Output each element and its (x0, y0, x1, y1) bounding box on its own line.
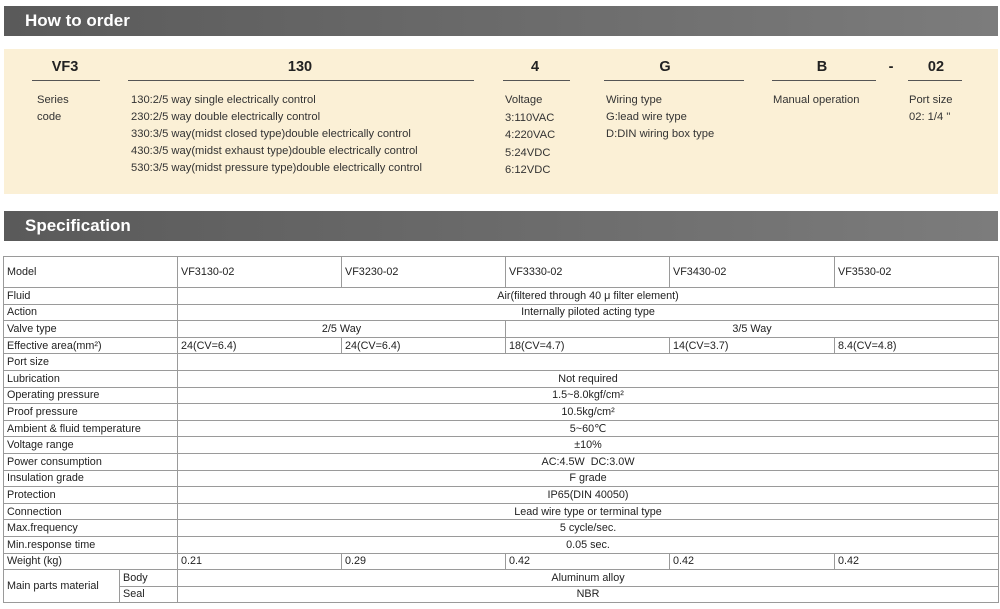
voltage-options (505, 92, 555, 180)
row-label: Port size (4, 354, 178, 371)
code-underline (908, 80, 962, 81)
list-item: 02: 1/4 " (909, 111, 951, 123)
table-row (4, 536, 999, 553)
sub-label: Body (120, 570, 178, 587)
row-label: Effective area(mm²) (4, 337, 178, 354)
row-value: 5~60℃ (178, 420, 999, 437)
list-item: 130:2/5 way single electrically control (131, 94, 316, 106)
table-row (4, 420, 999, 437)
row-value: 24(CV=6.4) (342, 337, 506, 354)
row-label: Main parts material (4, 570, 120, 603)
wiring-title: Wiring type (606, 94, 662, 106)
code-port: 02 (927, 59, 945, 75)
row-label: Insulation grade (4, 470, 178, 487)
row-value: Not required (178, 370, 999, 387)
code-series: VF3 (51, 59, 79, 75)
code-underline (604, 80, 744, 81)
row-label: Min.response time (4, 536, 178, 553)
table-row (4, 387, 999, 404)
list-item: 230:2/5 way double electrically control (131, 111, 321, 123)
row-value: 0.42 (506, 553, 670, 570)
specification-header: Specification (4, 211, 998, 241)
code-dash: - (888, 59, 894, 75)
row-value: 3/5 Way (506, 321, 999, 338)
row-value: 2/5 Way (178, 321, 506, 338)
row-value: 5 cycle/sec. (178, 520, 999, 537)
row-label: Protection (4, 487, 178, 504)
row-label: Ambient & fluid temperature (4, 420, 178, 437)
list-item: 5:24VDC (505, 146, 551, 159)
row-value: 1.5~8.0kgf/cm² (178, 387, 999, 404)
row-value: 24(CV=6.4) (178, 337, 342, 354)
model-cell: VF3330-02 (506, 257, 670, 288)
row-label: Action (4, 304, 178, 321)
model-label: Model (4, 257, 178, 288)
table-row (4, 520, 999, 537)
row-value: 14(CV=3.7) (670, 337, 835, 354)
row-value: 18(CV=4.7) (506, 337, 670, 354)
row-label: Operating pressure (4, 387, 178, 404)
manual-operation-label: Manual operation (773, 94, 860, 106)
code-underline (772, 80, 876, 81)
table-row (4, 288, 999, 305)
list-item: D:DIN wiring box type (606, 128, 715, 140)
table-row (4, 453, 999, 470)
row-label: Fluid (4, 288, 178, 305)
code-wiring: G (659, 59, 671, 75)
row-value: AC:4.5W DC:3.0W (178, 453, 999, 470)
row-value: ±10% (178, 437, 999, 454)
row-value: IP65(DIN 40050) (178, 487, 999, 504)
row-value (178, 354, 999, 371)
table-row (4, 586, 999, 603)
table-row (4, 370, 999, 387)
series-code-label: Series code (37, 94, 69, 123)
row-value: 0.21 (178, 553, 342, 570)
row-value: 10.5kg/cm² (178, 404, 999, 421)
row-value: Lead wire type or terminal type (178, 503, 999, 520)
table-row (4, 487, 999, 504)
table-row (4, 570, 999, 587)
model-cell: VF3230-02 (342, 257, 506, 288)
model-cell: VF3130-02 (178, 257, 342, 288)
row-label: Voltage range (4, 437, 178, 454)
table-row (4, 337, 999, 354)
wiring-options (606, 92, 714, 143)
list-item: 330:3/5 way(midst closed type)double electrically control (131, 128, 411, 140)
port-size-options (909, 92, 953, 126)
list-item: 3:110VAC (505, 111, 555, 124)
row-label: Proof pressure (4, 404, 178, 421)
table-row (4, 503, 999, 520)
table-row (4, 321, 999, 338)
code-manual: B (816, 59, 828, 75)
code-model: 130 (287, 59, 313, 75)
code-voltage: 4 (530, 59, 540, 75)
list-item: 430:3/5 way(midst exhaust type)double electrically control (131, 145, 418, 157)
table-row (4, 304, 999, 321)
how-to-order-header: How to order (4, 6, 998, 36)
row-value: NBR (178, 586, 999, 603)
row-value: F grade (178, 470, 999, 487)
list-item: 530:3/5 way(midst pressure type)double electrically control (131, 162, 423, 174)
model-cell: VF3430-02 (670, 257, 835, 288)
table-row (4, 470, 999, 487)
row-label: Max.frequency (4, 520, 178, 537)
row-label: Valve type (4, 321, 178, 338)
list-item: 4:220VAC (505, 129, 556, 141)
list-item: G:lead wire type (606, 111, 687, 123)
row-label: Connection (4, 503, 178, 520)
code-underline (128, 80, 474, 81)
row-label: Power consumption (4, 453, 178, 470)
row-value: 8.4(CV=4.8) (835, 337, 999, 354)
row-value: 0.29 (342, 553, 506, 570)
row-label: Weight (kg) (4, 553, 178, 570)
table-row (4, 354, 999, 371)
model-cell: VF3530-02 (835, 257, 999, 288)
model-options (131, 92, 422, 177)
row-label: Lubrication (4, 370, 178, 387)
row-value: Air(filtered through 40 μ filter element) (178, 288, 999, 305)
specification-table (3, 256, 999, 603)
list-item: 6:12VDC (505, 164, 551, 176)
table-row (4, 553, 999, 570)
row-value: 0.05 sec. (178, 536, 999, 553)
row-value: Internally piloted acting type (178, 304, 999, 321)
sub-label: Seal (120, 586, 178, 603)
row-value: 0.42 (835, 553, 999, 570)
voltage-title: Voltage (505, 94, 543, 106)
port-title: Port size (909, 94, 953, 106)
code-underline (503, 80, 570, 81)
table-row (4, 404, 999, 421)
row-value: Aluminum alloy (178, 570, 999, 587)
table-row (4, 257, 999, 288)
table-row (4, 437, 999, 454)
row-value: 0.42 (670, 553, 835, 570)
code-underline (32, 80, 100, 81)
